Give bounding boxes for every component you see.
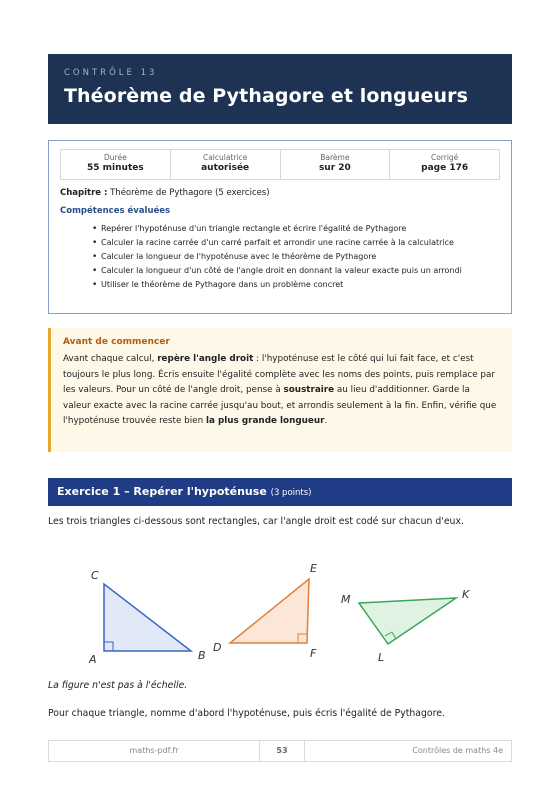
- info-cell-correction: [390, 150, 499, 179]
- info-label: Barème: [320, 153, 350, 162]
- point-label-k: K: [462, 588, 470, 601]
- advice-text-part: : l'hypoténuse est le côté qui lui fait face, et c'est toujours le plus long. Écris ensuite l'égalité complète avec les noms des points, puis remplace par les valeurs. Pour un côté de l'angle droit, pense à: [63, 354, 495, 395]
- point-label-f: F: [310, 647, 317, 660]
- page-number: 53: [259, 741, 305, 761]
- info-value: page 176: [421, 163, 469, 173]
- info-cell-calculator: [171, 150, 281, 179]
- info-cell-scale: [281, 150, 391, 179]
- triangles-svg: [48, 556, 512, 672]
- competences-list: [60, 222, 500, 292]
- triangles-figure: [48, 556, 512, 672]
- triangle-abc: [104, 584, 191, 651]
- point-label-c: C: [91, 569, 99, 582]
- advice-text-part: .: [324, 416, 328, 426]
- info-cell-duration: [61, 150, 171, 179]
- advice-text-part: Avant chaque calcul,: [63, 354, 158, 364]
- info-value: 55 minutes: [87, 163, 144, 173]
- advice-bold: soustraire: [283, 385, 335, 395]
- point-label-b: B: [198, 649, 206, 662]
- info-table: [60, 149, 500, 180]
- point-label-a: A: [89, 653, 97, 666]
- figure-caption: La figure n'est pas à l'échelle.: [48, 680, 188, 691]
- info-value: autorisée: [201, 163, 250, 173]
- footer-collection: Contrôles de maths 4e: [412, 746, 503, 755]
- footer-site: maths-pdf.fr: [129, 746, 179, 755]
- info-label: Corrigé: [430, 153, 459, 162]
- page-footer: [48, 740, 512, 762]
- advice-bold: repère l'angle droit: [157, 354, 254, 364]
- point-label-e: E: [310, 562, 317, 575]
- advice-text-part: au lieu d'additionner. Garde la valeur exacte avec la racine carrée jusqu'au bout, et arrondis seulement à la fin. Enfin, vérifie que l'hypoténuse trouvée reste bien: [63, 385, 497, 426]
- advice-title: Avant de commencer: [63, 337, 170, 347]
- triangle-klm: [359, 598, 456, 644]
- page-header: [48, 54, 512, 124]
- competence-item: • Repérer l'hypoténuse d'un triangle rectangle et écrire l'égalité de Pythagore: [92, 222, 500, 236]
- info-label: Durée: [104, 153, 127, 162]
- exercise-instruction: Pour chaque triangle, nomme d'abord l'hypoténuse, puis écris l'égalité de Pythagore.: [48, 708, 445, 719]
- chapter-label: Chapitre :: [60, 188, 108, 198]
- info-value: sur 20: [318, 163, 351, 173]
- control-number: CONTRÔLE 13: [64, 68, 158, 78]
- chapter-value: Théorème de Pythagore (5 exercices): [110, 188, 270, 198]
- competence-item: • Utiliser le théorème de Pythagore dans un problème concret: [92, 278, 500, 292]
- info-label: Calculatrice: [202, 153, 248, 162]
- advice-box: [48, 328, 512, 452]
- point-label-d: D: [213, 641, 222, 654]
- exercise-title-bar: [48, 478, 512, 506]
- point-label-m: M: [341, 593, 351, 606]
- exercise-title: Exercice 1 – Repérer l'hypoténuse: [57, 485, 267, 498]
- point-label-l: L: [378, 651, 385, 664]
- competence-item: • Calculer la longueur de l'hypoténuse avec le théorème de Pythagore: [92, 250, 500, 264]
- competences-title: Compétences évaluées: [60, 206, 171, 216]
- exercise-points: (3 points): [270, 488, 312, 498]
- triangle-def: [230, 579, 309, 643]
- competence-item: • Calculer la longueur d'un côté de l'angle droit en donnant la valeur exacte puis un arrondi: [92, 264, 500, 278]
- advice-text: [63, 352, 500, 430]
- advice-bold: la plus grande longueur: [205, 416, 325, 426]
- exercise-intro: Les trois triangles ci-dessous sont rectangles, car l'angle droit est codé sur chacun d'eux.: [48, 516, 464, 527]
- page-title: Théorème de Pythagore et longueurs: [64, 85, 468, 107]
- competence-item: • Calculer la racine carrée d'un carré parfait et arrondir une racine carrée à la calculatrice: [92, 236, 500, 250]
- info-box: [48, 140, 512, 314]
- chapter-line: [60, 188, 500, 198]
